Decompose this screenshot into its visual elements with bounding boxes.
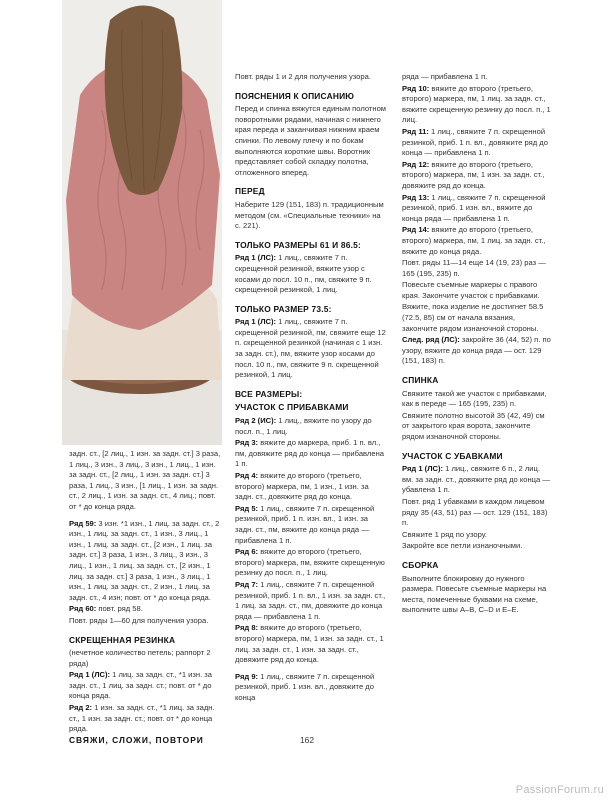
section-heading: УЧАСТОК С ПРИБАВКАМИ (235, 402, 349, 413)
watermark: PassionForum.ru (515, 784, 604, 796)
decrease-last: Свяжите 1 ряд по узору. (402, 529, 487, 539)
row-text: вяжите до маркера, приб. 1 п. вл., пм, довяжите ряд до конца — прибавлена 1 п. (235, 438, 384, 469)
row-label: Ряд 7: (235, 579, 259, 589)
increase-row (235, 623, 387, 665)
increase-row (235, 504, 387, 546)
section-heading: ПОЯСНЕНИЯ К ОПИСАНИЮ (235, 90, 355, 101)
increase-row (235, 672, 387, 704)
back-text: Свяжите такой же участок с прибавками, как в переде — 165 (195, 235) п. (402, 388, 547, 409)
row-text: 1 лиц., свяжите 7 п. скрещенной резинкой, приб. 1 п. изн. вл., 1 изн. за задн. ст., пм, вяжите до конца ряда — прибавлена 1 п. (235, 503, 375, 545)
row-text: 1 лиц., свяжите 7 п. скрещенной резинкой, приб. 1 изн. вл., довяжите до конца (235, 671, 375, 702)
row-text: вяжите до второго (третьего, второго) маркера, пм, вяжите скрещенную резинку до посл. п., 1 лиц. (235, 547, 385, 578)
row-text: вяжите до второго (третьего, второго) маркера, пм, 1 изн., 1 изн. за задн. ст., довяжите ряд до конца. (235, 471, 369, 502)
row-text: 1 лиц., вяжите по узору до посл. п., 1 лиц. (235, 416, 372, 436)
row-59 (69, 519, 221, 604)
row-text: вяжите до второго (третьего, второго) маркера, пм, 1 изн. за задн. ст., 1 лиц. за задн. ст., 1 изн. за задн. ст., довяжите ряд до конца. (235, 623, 384, 665)
increase-row (402, 84, 552, 126)
knit-to-text: Вяжите, пока изделие не достигнет 58.5 (72.5, 85) см от начала вязания, закончите рядом изнаночной стороны. (402, 302, 544, 333)
increase-row (402, 127, 552, 159)
repeat-note: Повт. ряды 1—60 для получения узора. (69, 615, 209, 625)
row-text: закройте 36 (44, 52) п. по узору, вяжите до конца ряда — ост. 129 (151, 183) п. (402, 335, 551, 366)
book-title: СВЯЖИ, СЛОЖИ, ПОВТОРИ (69, 735, 204, 745)
row-label: Ряд 1 (ЛС): (402, 464, 444, 474)
row-label: Ряд 5: (235, 503, 259, 513)
row-label: Ряд 1 (ЛС): (235, 253, 277, 263)
decrease-repeat: Повт. ряд 1 убавками в каждом лицевом ряду 35 (43, 51) раз — ост. 129 (151, 183) п. (402, 496, 548, 528)
row-label: Ряд 12: (402, 159, 430, 169)
row-label: Ряд 11: (402, 126, 429, 136)
section-heading: УЧАСТОК С УБАВКАМИ (402, 450, 503, 461)
section-heading: ПЕРЕД (235, 186, 265, 197)
page-number: 162 (300, 735, 314, 745)
row-label: Ряд 59: (69, 518, 97, 528)
section-heading: ТОЛЬКО РАЗМЕР 73.5: (235, 303, 332, 314)
row-text: 1 лиц., свяжите 7 п. скрещенной резинкой, приб. 1 изн. вл., вяжите до конца ряда — прибавлена 1 п. (402, 192, 546, 223)
row-label: Ряд 14: (402, 225, 430, 235)
row-label: Ряд 4: (235, 471, 259, 480)
increase-row (402, 160, 552, 192)
repeat-text: Повт. ряды 11—14 еще 14 (19, 23) раз — 165 (195, 235) п. (402, 258, 546, 278)
rib-row-1 (69, 670, 221, 702)
middle-column (235, 72, 387, 704)
increase-row (235, 547, 387, 579)
row-text: вяжите до второго (третьего, второго) маркера, пм, 1 лиц. за задн. ст., вяжите скрещенную резинку до посл. п., 1 лиц. (402, 83, 551, 125)
right-column (402, 72, 552, 622)
sizes2-row-1 (235, 317, 387, 381)
row-label: Ряд 3: (235, 438, 259, 448)
row-label: Ряд 9: (235, 671, 259, 681)
rib-row-2 (69, 703, 221, 735)
row-text: повт. ряд 58. (96, 604, 143, 614)
sizes1-row-1 (235, 253, 387, 295)
section-heading: СКРЕЩЕННАЯ РЕЗИНКА (69, 634, 176, 645)
increase-row (402, 225, 552, 257)
increase-row (235, 438, 387, 470)
row-label: Ряд 2 (ИС): (235, 416, 277, 426)
row-text: 1 лиц., свяжите 7 п. скрещенной резинкой, вяжите узор с косами до посл. 10 п., пм, свяжите 9 п. скрещенной резинкой, 1 лиц. (235, 253, 372, 295)
row-label: Ряд 2: (69, 703, 93, 713)
row-label: Ряд 60: (69, 604, 97, 614)
explanation-text: Перед и спинка вяжутся единым полотном поворотными рядами, начиная с нижнего края переда и заканчивая нижним краем спинки. По левому плечу и по бокам выполняются короткие швы. Воротник представляет собой складку полотна, отложенного вперед. (235, 104, 387, 177)
row-text: 1 лиц., свяжите 6 п., 2 лиц. вм. за задн. ст., довяжите ряд до конца — убавлена 1 п. (402, 464, 550, 495)
row-60 (69, 604, 221, 615)
next-row (402, 335, 552, 367)
increase-row (402, 193, 552, 225)
row-text: 3 изн. *1 изн., 1 лиц. за задн. ст., 2 изн., 1 лиц. за задн. ст., 1 изн., 3 лиц., 1 изн., 1 лиц. за задн. ст., [2 изн., 1 лиц. за задн. ст.] 3 раза, 1 изн., 3 лиц., 3 изн., 3 лиц., 1 изн., 1 лиц. за задн. ст., [2 изн., 1 лиц. за задн. ст.] 3 раза, 1 изн., 3 лиц., 1 изн., 1 лиц. за задн. ст., 2 изн., 1 лиц. за задн. ст., 4 изн; повт. от * до конца ряда. (69, 518, 220, 602)
row-label: След. ряд (ЛС): (402, 335, 460, 345)
row-label: Ряд 8: (235, 623, 259, 633)
section-heading: ВСЕ РАЗМЕРЫ: (235, 388, 303, 399)
section-heading: СПИНКА (402, 375, 439, 386)
row-label: Ряд 6: (235, 547, 259, 557)
row-text: вяжите до второго (третьего, второго) маркера, пм, 1 изн. за задн. ст., довяжите ряд до конца. (402, 159, 545, 190)
increase-row (235, 471, 387, 503)
row-label: Ряд 1 (ЛС): (235, 317, 277, 327)
row-text: 1 лиц., свяжите 7 п. скрещенной резинкой, приб. 1 п. вл., довяжите ряд до конца — прибавлена 1 п. (402, 126, 548, 158)
increase-row (235, 580, 387, 622)
increase-row (235, 416, 387, 437)
section-heading: ТОЛЬКО РАЗМЕРЫ 61 И 86.5: (235, 239, 361, 250)
markers-text: Повесьте съемные маркеры с правого края. Закончите участок с прибавками. (402, 280, 540, 300)
left-column (69, 449, 221, 736)
top-note: Повт. ряды 1 и 2 для получения узора. (235, 72, 371, 81)
row-label: Ряд 1 (ЛС): (69, 670, 111, 680)
sweater-photo-illustration (62, 0, 222, 445)
row-text: 1 изн. за задн. ст., *1 лиц. за задн. ст., 1 изн. за задн. ст.; повт. от * до конца ряда. (69, 703, 215, 734)
assembly-text: Выполните блокировку до нужного размера. Повесьте съемные маркеры на места, помеченные буквами на схеме, выполните швы А–B, C–D и E–E. (402, 573, 547, 615)
row-text: 1 лиц., свяжите 7 п. скрещенной резинкой, приб. 1 п. вл., 1 изн. за задн. ст., 1 лиц. за задн. ст., пм, довяжите до конца ряда — прибавлена 1 п. (235, 579, 386, 621)
heading-note: (нечетное количество петель; раппорт 2 ряда) (69, 648, 211, 668)
back-text: Свяжите полотно высотой 35 (42, 49) см от закрытого края ворота, закончите рядом изнаночной стороны. (402, 410, 545, 441)
row-text: 1 лиц. за задн. ст., *1 изн. за задн. ст., 1 лиц. за задн. ст.; повт. от * до конца ряда. (69, 670, 213, 701)
decrease-close: Закройте все петли изнаночными. (402, 541, 523, 551)
section-heading: СБОРКА (402, 559, 439, 570)
pattern-intro: задн. ст., [2 лиц., 1 изн. за задн. ст.] 3 раза, 1 лиц., 3 изн., 3 лиц., 3 изн., 1 лиц., 1 изн. за задн. ст., [2 лиц., 1 изн. за задн. ст.] 3 раза, 1 лиц., 3 изн., [1 лиц., 1 изн. за задн. ст., 2 лиц., 1 изн. за задн. ст., 4 лиц.; повт. от * до конца ряда. (69, 449, 221, 511)
decrease-row-1 (402, 464, 552, 496)
row-text: вяжите до второго (третьего, второго) маркера, пм, 1 лиц. за задн. ст., вяжите до конца ряда. (402, 225, 546, 256)
row-label: Ряд 13: (402, 192, 430, 202)
row-label: Ряд 10: (402, 83, 430, 93)
row-text: 1 лиц., свяжите 7 п. скрещенной резинкой, пм, свяжите еще 12 п. скрещенной резинкой (начиная с 1 изн. за задн. ст.), пм, вяжите узор косами до посл. 10 п., пм, свяжите 9 п. скрещенной резинкой, 1 лиц. (235, 317, 386, 380)
top-note: ряда — прибавлена 1 п. (402, 72, 488, 81)
front-text: Наберите 129 (151, 183) п. традиционным методом (см. «Специальные техники» на с. 221). (235, 199, 384, 231)
model-photo (62, 0, 222, 445)
